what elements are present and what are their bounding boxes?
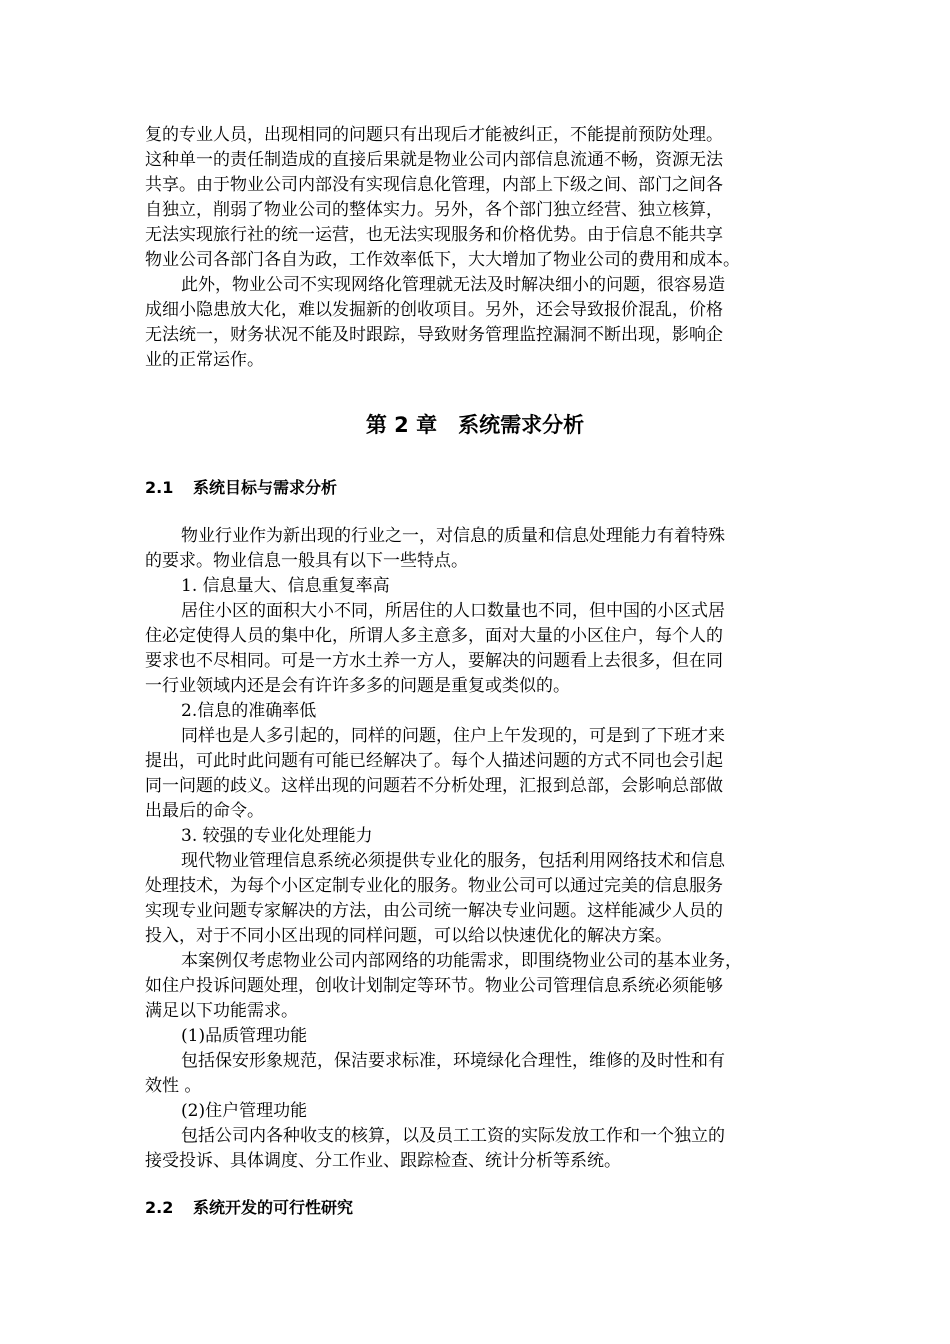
section-heading-2-1 <box>145 476 337 500</box>
list-heading: 2.信息的准确率低 <box>181 701 317 721</box>
text-line: 实现专业问题专家解决的方法，由公司统一解决专业问题。这样能减少人员的 <box>145 901 723 921</box>
text-line: 业的正常运作。 <box>145 350 264 370</box>
top-text-block <box>145 123 825 373</box>
list-heading: 1. 信息量大、信息重复率高 <box>181 576 390 596</box>
text-line: 处理技术，为每个小区定制专业化的服务。物业公司可以通过完美的信息服务 <box>145 876 723 896</box>
list-heading: 3. 较强的专业化处理能力 <box>181 826 373 846</box>
text-line: 的要求。物业信息一般具有以下一些特点。 <box>145 551 468 571</box>
text-line: 无法统一，财务状况不能及时跟踪，导致财务管理监控漏洞不断出现，影响企 <box>145 325 723 345</box>
chapter-heading: 第 2 章 系统需求分析 <box>365 413 585 437</box>
text-line: 满足以下功能需求。 <box>145 1001 298 1021</box>
section-title: 系统目标与需求分析 <box>193 478 338 497</box>
text-line: 居住小区的面积大小不同，所居住的人口数量也不同，但中国的小区式居 <box>181 601 725 621</box>
text-line: 同一问题的歧义。这样出现的问题若不分析处理，汇报到总部，会影响总部做 <box>145 776 723 796</box>
text-line: 一行业领域内还是会有许许多多的问题是重复或类似的。 <box>145 676 570 696</box>
text-line: 出最后的命令。 <box>145 801 264 821</box>
text-line: 住必定使得人员的集中化，所谓人多主意多，面对大量的小区住户，每个人的 <box>145 626 723 646</box>
body-text-block <box>145 524 825 1174</box>
section-heading-2-2 <box>145 1196 353 1220</box>
text-line: 包括保安形象规范，保洁要求标准，环境绿化合理性，维修的及时性和有 <box>181 1051 725 1071</box>
text-line: 现代物业管理信息系统必须提供专业化的服务，包括利用网络技术和信息 <box>181 851 725 871</box>
section-number: 2.1 <box>145 478 174 497</box>
section-title: 系统开发的可行性研究 <box>193 1198 354 1217</box>
text-line: 本案例仅考虑物业公司内部网络的功能需求，即围绕物业公司的基本业务， <box>181 951 742 971</box>
text-line: 要求也不尽相同。可是一方水土养一方人，要解决的问题看上去很多，但在同 <box>145 651 723 671</box>
list-heading: (1)品质管理功能 <box>181 1026 308 1046</box>
list-heading: (2)住户管理功能 <box>181 1101 308 1121</box>
text-line: 效性 。 <box>145 1076 202 1096</box>
text-line: 复的专业人员，出现相同的问题只有出现后才能被纠正，不能提前预防处理。 <box>145 125 723 145</box>
text-line: 自独立，削弱了物业公司的整体实力。另外，各个部门独立经营、独立核算， <box>145 200 723 220</box>
text-line: 如住户投诉问题处理，创收计划制定等环节。物业公司管理信息系统必须能够 <box>145 976 723 996</box>
text-line: 物业公司各部门各自为政，工作效率低下，大大增加了物业公司的费用和成本。 <box>145 250 740 270</box>
text-line: 此外，物业公司不实现网络化管理就无法及时解决细小的问题，很容易造 <box>181 275 725 295</box>
text-line: 物业行业作为新出现的行业之一，对信息的质量和信息处理能力有着特殊 <box>181 526 725 546</box>
text-line: 无法实现旅行社的统一运营，也无法实现服务和价格优势。由于信息不能共享 <box>145 225 723 245</box>
text-line: 同样也是人多引起的，同样的问题，住户上午发现的，可是到了下班才来 <box>181 726 725 746</box>
text-line: 投入，对于不同小区出现的同样问题，可以给以快速优化的解决方案。 <box>145 926 672 946</box>
text-line: 这种单一的责任制造成的直接后果就是物业公司内部信息流通不畅，资源无法 <box>145 150 723 170</box>
text-line: 提出，可此时此问题有可能已经解决了。每个人描述问题的方式不同也会引起 <box>145 751 723 771</box>
text-line: 包括公司内各种收支的核算，以及员工工资的实际发放工作和一个独立的 <box>181 1126 725 1146</box>
text-line: 接受投诉、具体调度、分工作业、跟踪检查、统计分析等系统。 <box>145 1151 621 1171</box>
text-line: 成细小隐患放大化，难以发掘新的创收项目。另外，还会导致报价混乱，价格 <box>145 300 723 320</box>
section-number: 2.2 <box>145 1198 174 1217</box>
text-line: 共享。由于物业公司内部没有实现信息化管理，内部上下级之间、部门之间各 <box>145 175 723 195</box>
